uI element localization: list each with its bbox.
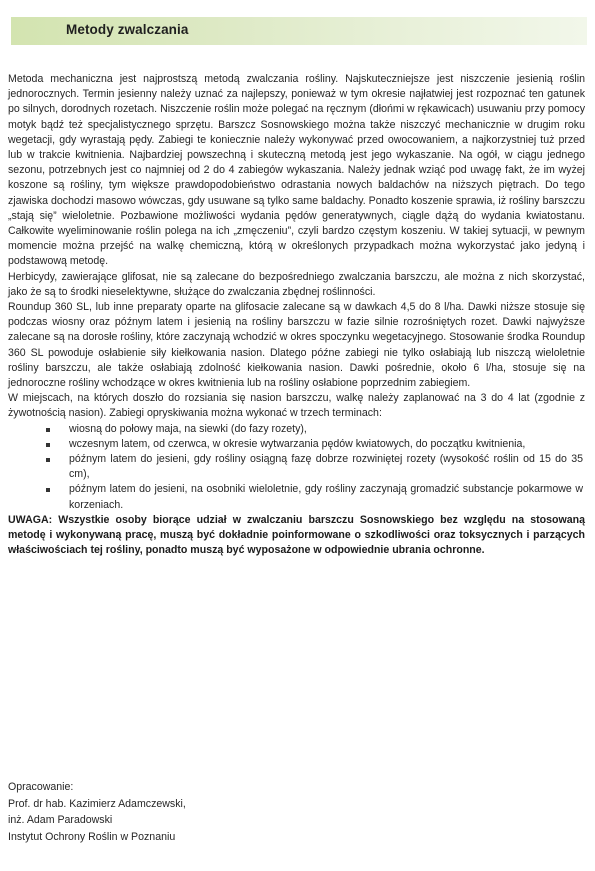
credits-author-2: inż. Adam Paradowski: [8, 814, 113, 827]
paragraph-mechanical-method: Metoda mechaniczna jest najprostszą metodą zwalczania rośliny. Najskuteczniejsze jest niszczenie jesienią roślin jednorocznych. Termin jesienny należy uznać za najlepszy, ponieważ w tym okresie najłatwiej jest rozpoznać ten gatunek po silnych, dorodnych rozetach. Niszczenie roślin może polegać na ręcznym (dłońmi w rękawicach) usuwaniu przy pomocy motyk bądź też specjalistycznego sprzętu. Barszcz Sosnowskiego można także niszczyć mechanicznie w drugim roku wegetacji, gdy wyrastają pędy. Zabiegi te koniecznie należy wykonywać przed owocowaniem, a najkorzystniej tuż przed lub w trakcie kwitnienia. Najbardziej powszechną i skuteczną metodą jest jego wykaszanie. Na ogół, w ciągu jednego sezonu, potrzebnych jest co najmniej od 2 do 4 zabiegów wykaszania. Należy jednak wziąć pod uwagę fakt, że im wyżej koszone są rośliny, tym większe prawdopodobieństwo odrastania nowych baldachów na niższych piętrach. Do tego zjawiska dochodzi masowo wówczas, gdy usuwane są tylko same baldachy. Ponadto koszenie sprawia, iż rośliny barszczu „stają się” wieloletnie. Pozbawione możliwości wydania pędów generatywnych, ciągle dążą do wydania kwiatostanu. Całkowite wyeliminowanie roślin polega na ich „zmęczeniu”, czyli bardzo częstym koszeniu. W takiej sytuacji, w pewnym momencie można przejść na walkę chemiczną, którą w określonych przypadkach można wykorzystać jako jedyną i podstawową metodę.: [8, 73, 585, 268]
credits-label: Opracowanie:: [8, 781, 74, 793]
document-body: [8, 72, 585, 559]
paragraph-roundup: Roundup 360 SL, lub inne preparaty oparte na glifosacie zalecane są w dawkach 4,5 do 8 l/ha. Dawki niższe stosuje się podczas wiosny oraz późnym latem i jesienią na rośliny barszczu w fazie silnie rozrośniętych rozet. Dawki najwyższe zalecane są na dorosłe rośliny, które zaczynają wchodzić w okres spoczynku wegetacyjnego. Stosowanie środka Roundup 360 SL powoduje osłabienie siły kiełkowania nasion. Dlatego późne zabiegi nie tylko osłabiają lub niszczą wieloletnie rośliny barszczu, ale także osłabiają zdolność kiełkowania nasion. Dawki pośrednie, około 6 l/ha, stosuje się na jednoroczne rośliny wchodzące w okres kwitnienia lub na rośliny osłabione poprzednim zabiegiem.: [8, 301, 585, 390]
square-bullet-icon: [46, 488, 50, 492]
square-bullet-icon: [46, 443, 50, 447]
section-heading: Metody zwalczania: [66, 22, 189, 37]
credits-block: [8, 779, 186, 845]
square-bullet-icon: [46, 428, 50, 432]
list-item: [8, 437, 585, 452]
list-item-text: wiosną do połowy maja, na siewki (do fazy rozety),: [69, 422, 307, 435]
warning-paragraph: UWAGA: Wszystkie osoby biorące udział w zwalczaniu barszczu Sosnowskiego bez względu na stosowaną metodę i wykonywaną pracę, muszą być dokładnie poinformowane o szkodliwości oraz toksycznych i parzących właściwościach tej rośliny, ponadto muszą być wyposażone w odpowiednie ubrania ochronne.: [8, 513, 585, 557]
credits-institution: Instytut Ochrony Roślin w Poznaniu: [8, 830, 176, 843]
credits-author-1: Prof. dr hab. Kazimierz Adamczewski,: [8, 797, 186, 810]
list-item-text: późnym latem do jesieni, na osobniki wieloletnie, gdy rośliny zaczynają gromadzić substancje pokarmowe w korzeniach.: [69, 483, 583, 511]
list-item: [8, 452, 585, 482]
list-item: [8, 482, 585, 512]
list-item-text: późnym latem do jesieni, gdy rośliny osiągną fazę dobrze rozwiniętej rozety (wysokość roślin od 15 do 35 cm),: [69, 453, 583, 481]
paragraph-spraying-schedule: W miejscach, na których doszło do rozsiania się nasion barszczu, walkę należy zaplanować na 3 do 4 lat (zgodnie z żywotnością nasion). Zabiegi opryskiwania można wykonać w trzech terminach:: [8, 392, 585, 420]
list-item: [8, 422, 585, 437]
list-item-text: wczesnym latem, od czerwca, w okresie wytwarzania pędów kwiatowych, do początku kwitnienia,: [69, 437, 526, 450]
spraying-terms-list: [8, 422, 585, 513]
square-bullet-icon: [46, 458, 50, 462]
paragraph-herbicides: Herbicydy, zawierające glifosat, nie są zalecane do bezpośredniego zwalczania barszczu, ale można z nich skorzystać, jako że są to środki nieselektywne, służące do zwalczania zbędnej roślinności.: [8, 270, 585, 298]
